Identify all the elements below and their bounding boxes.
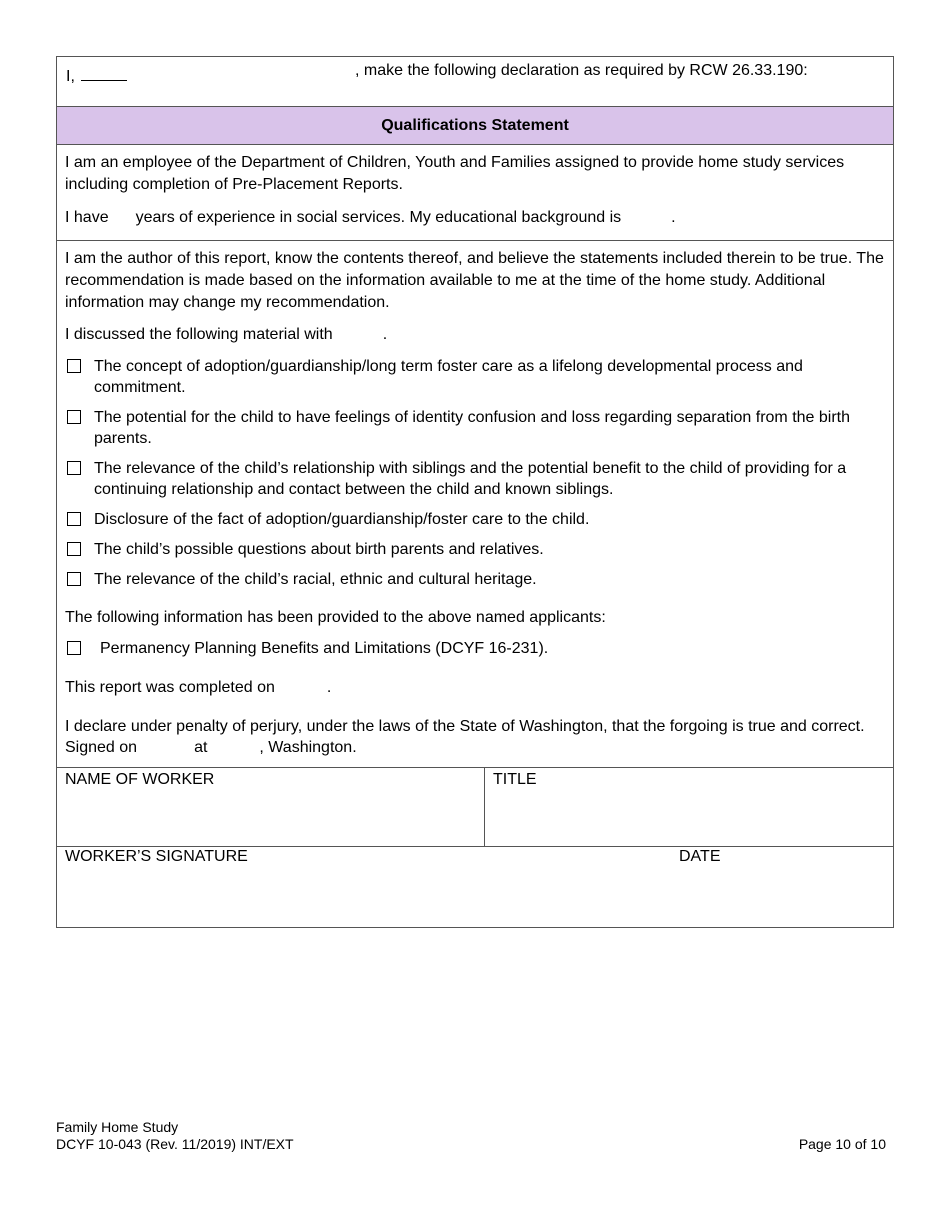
checkbox[interactable] [67,641,81,655]
worker-title-cell[interactable] [485,768,893,847]
discussed-text: I discussed the following material with [65,326,333,343]
discussed-statement [65,324,885,346]
employee-statement: I am an employee of the Department of Children, Youth and Families assigned to provide home study services including completion of Pre-Placement Reports. [65,154,845,193]
experience-text-end: . [671,209,676,226]
checklist-item-label: The relevance of the child’s racial, ethnic and cultural heritage. [94,571,537,588]
provided-item-label: Permanency Planning Benefits and Limitations (DCYF 16-231). [100,640,549,657]
statements-section [57,241,893,768]
checklist-item [65,356,885,398]
worker-title-label: TITLE [493,771,537,788]
checkbox[interactable] [67,542,81,556]
checklist-item-label: The potential for the child to have feelings of identity confusion and loss regarding separation from the birth parents. [94,409,851,447]
declarant-name-field[interactable] [81,66,127,81]
section-header: Qualifications Statement [57,107,893,145]
checklist-item [65,539,885,560]
discussed-end: . [382,326,388,343]
checklist-item-label: The relevance of the child’s relationship with siblings and the potential benefit to the child of providing for a continuing relationship and contact between the child and known siblings. [94,460,847,498]
form-number: DCYF 10-043 (Rev. 11/2019) INT/EXT [56,1136,294,1152]
provided-item [65,638,885,659]
declaration-prefix: I, [66,68,75,85]
checkbox[interactable] [67,461,81,475]
checkbox[interactable] [67,572,81,586]
experience-text-middle: years of experience in social services. My educational background is [135,209,622,226]
perjury-text-start: I declare under penalty of perjury, under the laws of the State of Washington, that the forgoing is true and correct. Signed on [65,718,865,756]
worker-signature-row[interactable] [57,847,893,927]
declaration-row [57,57,893,107]
experience-statement [65,207,885,229]
declarant-line [66,66,127,86]
checkbox[interactable] [67,410,81,424]
completed-statement [65,677,885,699]
form-footer [56,1119,294,1153]
provided-statement: The following information has been provided to the above named applicants: [65,609,606,626]
perjury-text-at: at [194,739,208,756]
declaration-text: , make the following declaration as required by RCW 26.33.190: [355,62,808,79]
checklist-item-label: The concept of adoption/guardianship/long term foster care as a lifelong developmental process and commitment. [94,358,803,396]
completed-text: This report was completed on [65,679,275,696]
worker-name-label: NAME OF WORKER [65,771,215,788]
checkbox[interactable] [67,359,81,373]
qualifications-section [57,145,893,241]
signature-date-label: DATE [679,848,721,865]
perjury-statement [65,716,885,758]
perjury-text-end: , Washington. [259,739,357,756]
form-name: Family Home Study [56,1119,179,1135]
author-statement: I am the author of this report, know the contents thereof, and believe the statements included therein to be true. The recommendation is made based on the information available to me at the time of the home study. Additional information may change my recommendation. [65,250,884,311]
worker-signature-label: WORKER’S SIGNATURE [65,848,248,865]
declaration-form [56,56,894,928]
signature-section [57,768,893,927]
checklist-item [65,569,885,590]
checklist-item [65,407,885,449]
checklist-item-label: Disclosure of the fact of adoption/guardianship/foster care to the child. [94,511,590,528]
checklist-item-label: The child’s possible questions about birth parents and relatives. [94,541,544,558]
checklist-item [65,509,885,530]
experience-text-start: I have [65,209,109,226]
completed-end: . [326,679,332,696]
checklist-item [65,458,885,500]
worker-info-row [57,768,893,847]
page-number: Page 10 of 10 [798,1136,886,1152]
checkbox[interactable] [67,512,81,526]
worker-name-cell[interactable] [57,768,485,847]
